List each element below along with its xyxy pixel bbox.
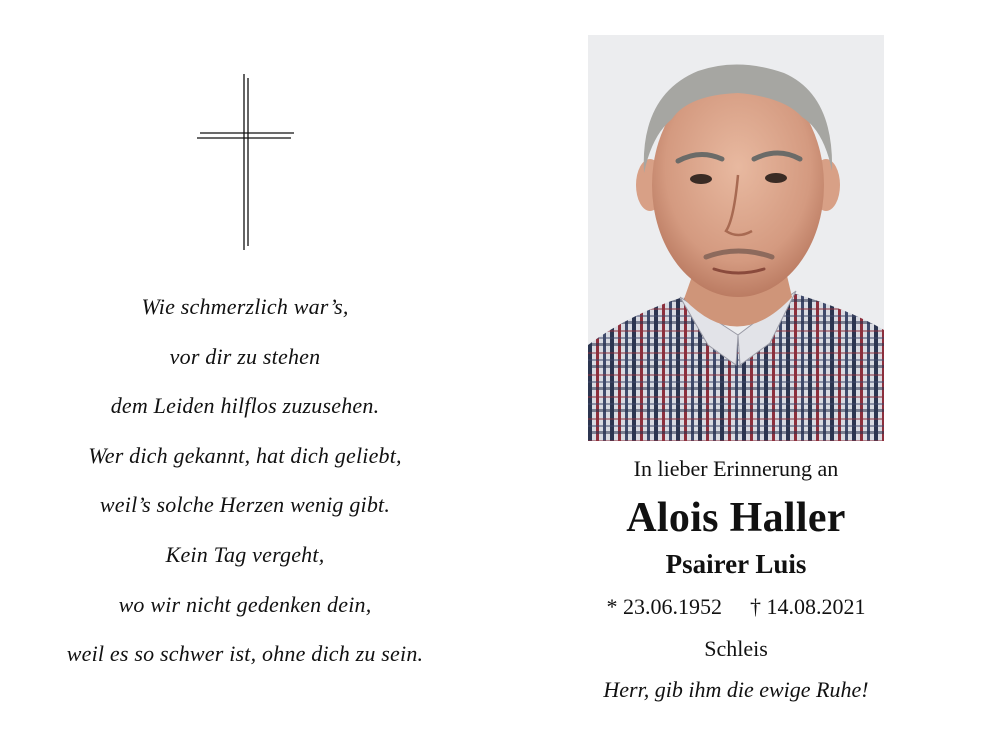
deceased-nickname: Psairer Luis [665, 549, 807, 579]
poem-line: dem Leiden hilflos zuzusehen. [110, 393, 380, 419]
poem-line: Wer dich gekannt, hat dich geliebt, [88, 442, 402, 468]
poem-line: weil es so schwer ist, ohne dich zu sein. [66, 641, 424, 667]
birth-date: * 23.06.1952 [606, 594, 722, 619]
blessing-text: Herr, gib ihm die ewige Ruhe! [603, 677, 869, 702]
poem-line: Kein Tag vergeht, [165, 541, 325, 567]
portrait-photo [588, 35, 884, 441]
poem-line: Wie schmerzlich war’s, [141, 294, 349, 319]
life-dates [540, 594, 932, 620]
place-name: Schleis [704, 636, 768, 661]
intro-text: In lieber Erinnerung an [633, 456, 839, 481]
cross-icon [196, 74, 296, 250]
poem-line: weil’s solche Herzen wenig gibt. [99, 492, 391, 518]
deceased-name: Alois Haller [626, 495, 846, 541]
poem-line: vor dir zu stehen [169, 343, 321, 369]
poem-line: wo wir nicht gedenken dein, [118, 591, 372, 617]
memorial-poem [0, 282, 490, 679]
death-date: † 14.08.2021 [750, 594, 866, 619]
